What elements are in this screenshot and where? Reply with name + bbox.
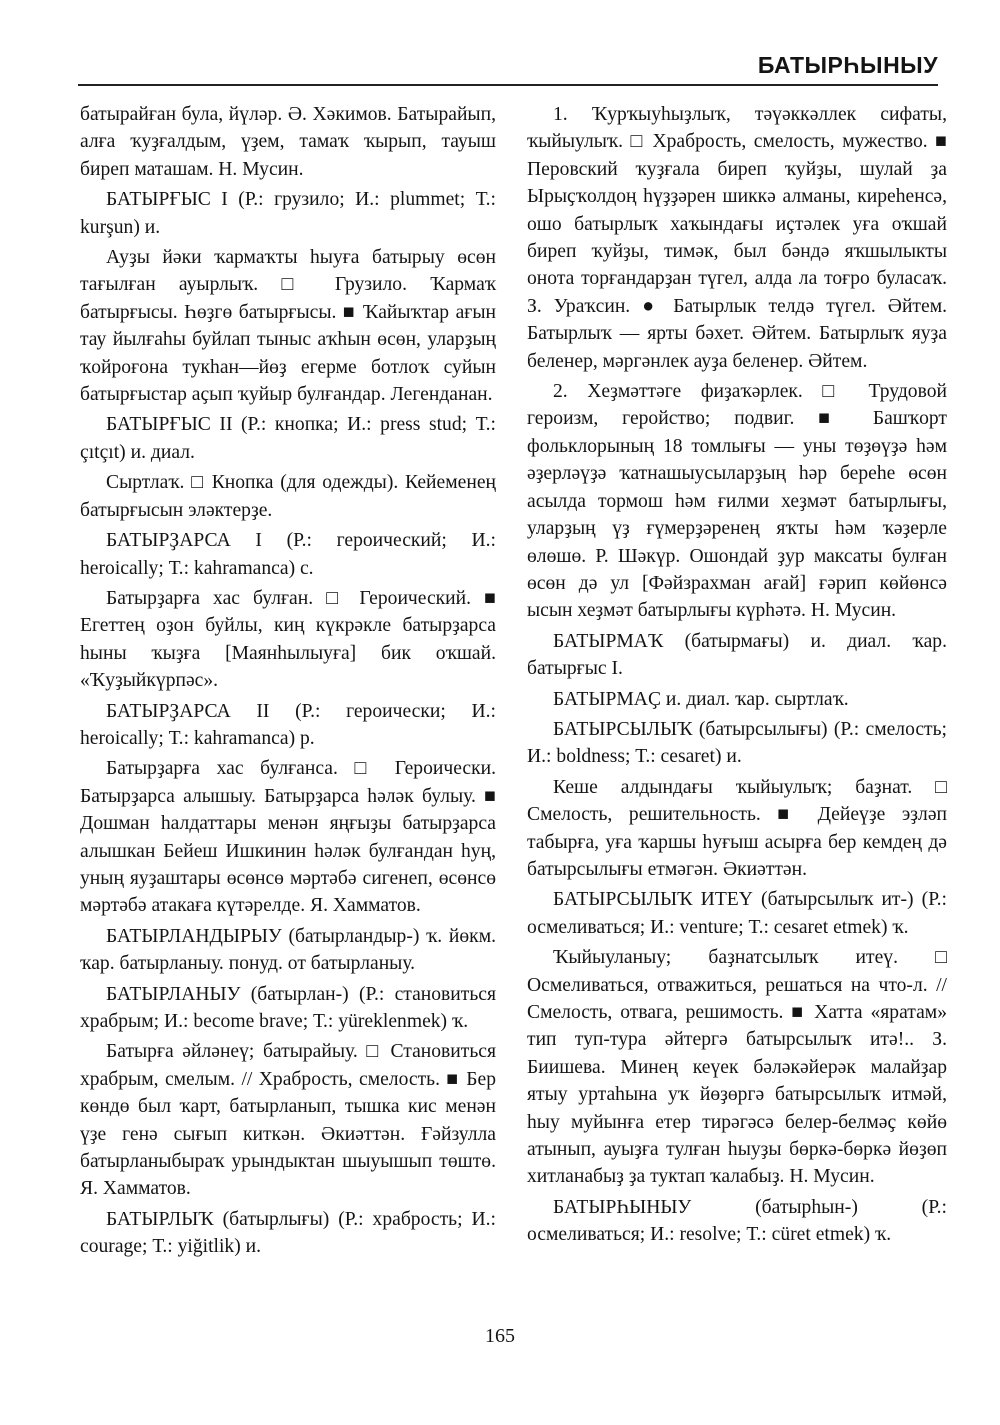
definition-text: Кеше алдындағы ҡыйыулыҡ; баҙнат. □ Смелость, решительность. ■ Дейеүҙе эҙләп табырға, уға ҡаршы һуғыш асырға бер кемдең дә батырсылығы етмәгән. Әкиәттән. [527,776,947,880]
definition-text: Батырҙарға хас булғанса. □ Героически. Батырҙарса алышыу. Батырҙарса һәләк булыу. ■ Дошман һалдаттары менән яңғыҙы батырҙарса алышкан Бейеш Ишкинин һәләк булғандан һуң, уның яуҙаштары өсөнсө мәртәбә сигенеп, өсөнсө мәртәбә атакаға күтәрелде. Я. Хамматов. [80,758,496,917]
definition-text: 1. Ҡурҡыуһыҙлыҡ, тәүәккәллек сифаты, ҡыйыулыҡ. □ Храбрость, смелость, мужество. ■ Перовский ҡуҙғала биреп ҡуйҙы, шулай ҙа Ырыҫҡолдоң һүҙҙәрен шиккә алманы, киреһенсә, ошо батырлыҡ хаҡындағы иҫтәлек уға оҡшай биреп ҡуйҙы, тимәк, был бәндә яҡшылыкты онота торғандарҙан түгел, алда ла тоғро буласаҡ. З. Ураҡсин. ● Батырлык телдә түгел. Әйтем. Батырлыҡ — ярты бәхет. Әйтем. Батырлыҡ яуҙа беленер, мәргәнлек ауҙа беленер. Әйтем. [527,104,947,372]
entry-batyrlandyryu: БАТЫРЛАНДЫРЫУ (батырландыр-) ҡ. йөкм. ҡар. батырланыу. понуд. от батырланыу. [80,925,496,975]
continuation-text: батырайған була, йүләр. Ә. Хәкимов. Батырайып, алға ҡуҙғалдым, үҙем, тамаҡ ҡырып, тауыш биреп маташам. Н. Мусин. [80,104,496,180]
entry-batyrsylyk: БАТЫРСЫЛЫҠ (батырсылығы) (Р.: смелость; И.: boldness; Т.: cesaret) и. [527,718,947,768]
entry-batyrhynyu: БАТЫРҺЫНЫУ (батырһын-) (Р.: осмеливаться; И.: resolve; Т.: cüret etmek) ҡ. [527,1196,947,1246]
entry-batyrmak: БАТЫРМАҠ (батырмағы) и. диал. ҡар. батырғыс I. [527,630,947,680]
entry-batyrzarsa-2: БАТЫРҘАРСА II (Р.: героически; И.: heroically; Т.: kahramanca) р. [80,700,496,749]
definition-text: Сыртлаҡ. □ Кнопка (для одежды). Кейеменең батырғысын эләктерҙе. [80,472,496,521]
entry-batyrgys-1: БАТЫРҒЫС I (Р.: грузило; И.: plummet; Т.: kurşun) и. [80,189,496,238]
definition-text: 2. Хеҙмәттәге фиҙаҡәрлек. □ Трудовой героизм, геройство; подвиг. ■ Башҡорт фольклорының 18 томлығы — уны төҙөүҙә һәм әҙерләүҙә ҡатнашыусыларҙың һәр береһе өсөн асылда тормош һәм ғилми хеҙмәт батырлығы, уларҙың үҙ ғүмерҙәренең яҡты һәм ҡәҙерле өлөшө. Р. Шәкүр. Ошондай ҙур максаты булған өсөн дә ул [Фәйзрахман ағай] ғәрип көйөнсә ысын хеҙмәт батырлығы күрһәтә. Н. Мусин. [527,381,947,622]
header-rule [78,84,938,86]
entry-batyrlyk: БАТЫРЛЫҠ (батырлығы) (Р.: храбрость; И.: courage; Т.: yiğitlik) и. [80,1208,496,1258]
definition-text: Ауҙы йәки ҡармаҡты һыуға батырыу өсөн тағылған ауырлыҡ. □ Грузило. Ҡармаҡ батырғысы. Һөҙгө батырғысы. ■ Ҡайыҡтар ағын тау йылғаһы буйлап тыныс аҡһын өсөн, уларҙың ҡойроғона тукһан—йөҙ егерме ботлоҡ суйын батырғыстар аҫып ҡуйыр булғандар. Легенданан. [80,247,496,406]
definition-text: Ҡыйыуланыу; баҙнатсылыҡ итеү. □ Осмеливаться, отважиться, решаться на что-л. // Смелость, отвага, решимость. ■ Хатта «яратам» тип туп-тура әйтергә батырсылыҡ итә!.. З. Биишева. Минең кеүек бәләкәйерәк малайҙар ятыу уртаһына уҡ йөҙөргә батырсылыҡ итмәй, һыу муйынға етер тирәгәсә белер-белмәҫ көйө атынып, ауыҙға тулған һыуҙы бөркә-бөркә йөҙөп хитланабыҙ ҙа туктап ҡалабыҙ. Н. Мусин. [527,947,947,1188]
entry-batyrlanyu: БАТЫРЛАНЫУ (батырлан-) (Р.: становиться храбрым; И.: become brave; Т.: yüreklenmek) ҡ. [80,983,496,1032]
left-column [80,101,496,1264]
definition-text: Батырҙарға хас булған. □ Героический. ■ Егеттең оҙон буйлы, киң күкрәкле батырҙарса һыны ҡыҙға [Маянһылыуға] бик оҡшай. «Ҡуҙыйкүрпәс». [80,587,496,692]
entry-batyrmas: БАТЫРМАҪ и. диал. ҡар. сыртлаҡ. [553,688,849,710]
page-number: 165 [485,1325,515,1347]
definition-text: Батырға әйләнеү; батырайыу. □ Становиться храбрым, смелым. // Храбрость, смелость. ■ Бер көндө был ҡарт, батырланып, тышка кис менән үҙе генә сығып киткән. Әкиәттән. Ғәйзулла батырланыбыраҡ урындыктан шыуышып төштө. Я. Хамматов. [80,1041,496,1200]
entry-batyrsylyk-iteu: БАТЫРСЫЛЫҠ ИТЕҮ (батырсылыҡ ит-) (Р.: осмеливаться; И.: venture; Т.: cesaret etmek) ҡ. [527,889,947,938]
right-column [527,101,947,1252]
entry-batyrgys-2: БАТЫРҒЫС II (Р.: кнопка; И.: press stud; Т.: çıtçıt) и. диал. [80,414,496,463]
entry-batyrzarsa-1: БАТЫРҘАРСА I (Р.: героический; И.: heroically; Т.: kahramanca) с. [80,530,496,579]
running-head: БАТЫРҺЫНЫУ [757,52,938,78]
